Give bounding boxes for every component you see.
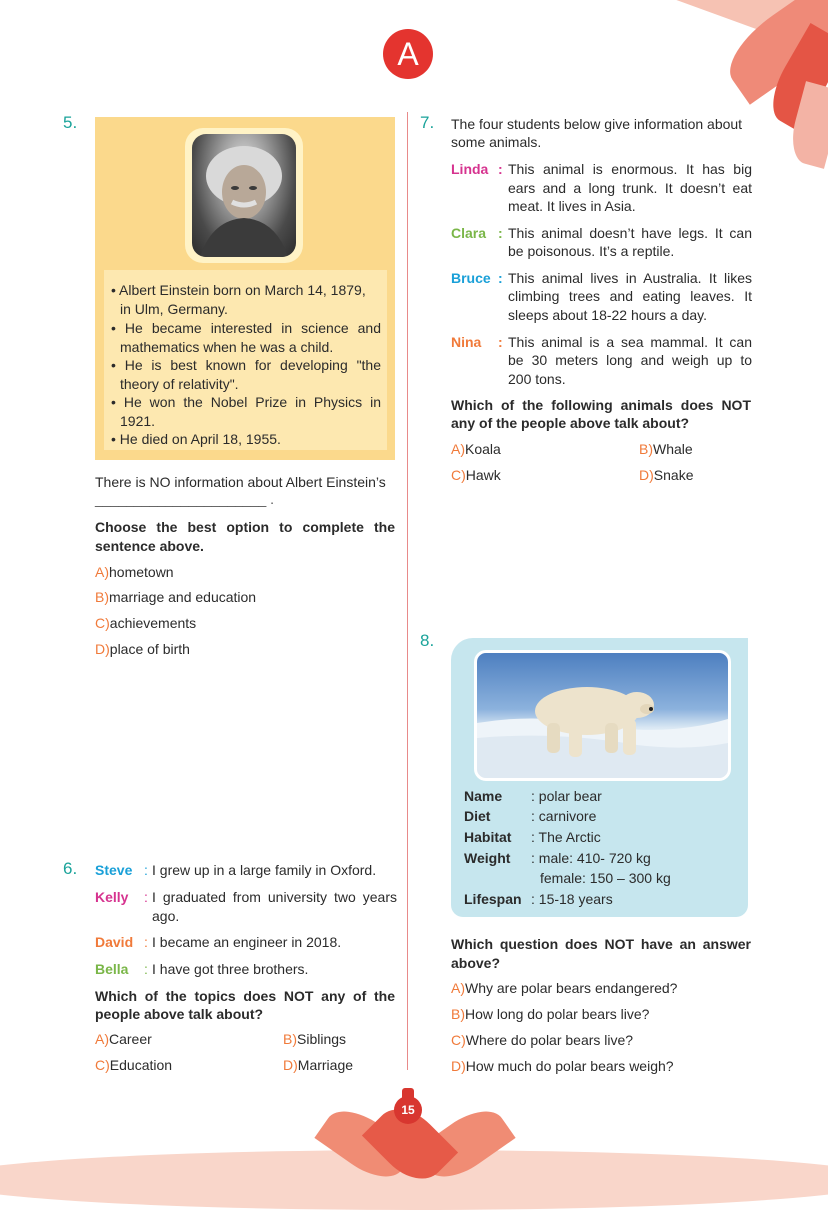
question-prompt: Which question does NOT have an answer — [451, 936, 751, 952]
separator: : — [498, 225, 503, 241]
option-b[interactable]: B)Whale — [639, 441, 693, 457]
question-prompt: above? — [451, 955, 501, 971]
fact-value-weight: : male: 410- 720 kg — [531, 850, 651, 866]
separator: : — [144, 862, 148, 878]
fact-value-weight-female: female: 150 – 300 kg — [540, 870, 671, 886]
option-c[interactable]: C)Where do polar bears live? — [451, 1032, 634, 1048]
fact-line: theory of relativity". — [120, 376, 239, 392]
statement: sleeps about 18-22 hours a day. — [508, 307, 707, 323]
fact-line: • He died on April 18, 1955. — [111, 431, 281, 447]
speaker-clara: Clara — [451, 225, 487, 241]
option-d[interactable]: D)Snake — [639, 467, 694, 483]
fact-label-weight: Weight — [464, 850, 511, 866]
question-intro: some animals. — [451, 134, 542, 150]
fact-line: • He became interested in science and — [111, 320, 381, 336]
statement: be 30 meters long and weigh up to — [508, 352, 752, 368]
speaker-kelly: Kelly — [95, 889, 129, 905]
question-prompt: Which of the following animals does NOT — [451, 397, 751, 413]
fact-line: 1921. — [120, 413, 156, 429]
statement: I have got three brothers. — [152, 961, 309, 977]
option-a[interactable]: A)Koala — [451, 441, 501, 457]
question-number-6: 6. — [63, 859, 78, 878]
statement: This animal is enormous. It has big — [508, 161, 752, 177]
option-b[interactable]: B)Siblings — [283, 1031, 347, 1047]
statement: be poisonous. It’s a reptile. — [508, 243, 675, 259]
separator: : — [144, 961, 148, 977]
separator: : — [498, 161, 503, 177]
question-prompt: any of the people above talk about? — [451, 415, 690, 431]
question-number-8: 8. — [420, 631, 435, 650]
option-b[interactable]: B)How long do polar bears live? — [451, 1006, 650, 1022]
statement: This animal is a sea mammal. It can — [508, 334, 752, 350]
einstein-portrait-image — [192, 134, 296, 257]
statement: ago. — [152, 908, 180, 924]
fact-line: • Albert Einstein born on March 14, 1879, — [111, 282, 366, 298]
separator: : — [498, 270, 503, 286]
statement: ears and a long trunk. It doesn’t eat — [508, 180, 752, 196]
question-stem: There is NO information about Albert Einstein’s — [95, 474, 386, 490]
option-c[interactable]: C)Hawk — [451, 467, 501, 483]
statement: This animal doesn’t have legs. It can — [508, 225, 752, 241]
statement: 200 tons. — [508, 371, 566, 387]
question-prompt: Choose the best option to complete the — [95, 519, 395, 535]
fact-line: • He is best known for developing "the — [111, 357, 381, 373]
statement: I became an engineer in 2018. — [152, 934, 342, 950]
section-badge: A — [383, 29, 433, 79]
fact-line: • He won the Nobel Prize in Physics in — [111, 394, 381, 410]
fact-label-name: Name — [464, 788, 503, 804]
question-prompt: people above talk about? — [95, 1006, 264, 1022]
speaker-david: David — [95, 934, 134, 950]
question-number-5: 5. — [63, 113, 78, 132]
option-d[interactable]: D)place of birth — [95, 641, 190, 657]
statement: climbing trees and eating leaves. It — [508, 288, 752, 304]
speaker-steve: Steve — [95, 862, 133, 878]
fact-label-habitat: Habitat — [464, 829, 512, 845]
speaker-bruce: Bruce — [451, 270, 491, 286]
question-prompt: sentence above. — [95, 538, 204, 554]
question-intro: The four students below give information about — [451, 116, 743, 132]
fact-line: mathematics when he was a child. — [120, 339, 334, 355]
fact-value-name: : polar bear — [531, 788, 602, 804]
polar-bear-image — [474, 650, 731, 781]
page-number: 15 — [394, 1096, 422, 1124]
separator: : — [144, 889, 148, 905]
statement: meat. It lives in Asia. — [508, 198, 636, 214]
fact-line: in Ulm, Germany. — [120, 301, 228, 317]
fact-value-diet: : carnivore — [531, 808, 597, 824]
option-a[interactable]: A)hometown — [95, 564, 174, 580]
separator: : — [498, 334, 503, 350]
fact-label-lifespan: Lifespan — [464, 891, 522, 907]
option-b[interactable]: B)marriage and education — [95, 589, 257, 605]
fact-label-diet: Diet — [464, 808, 491, 824]
bottom-decoration — [0, 1120, 828, 1171]
option-a[interactable]: A)Why are polar bears endangered? — [451, 980, 678, 996]
fact-value-lifespan: : 15-18 years — [531, 891, 613, 907]
separator: : — [144, 934, 148, 950]
statement: This animal lives in Australia. It likes — [508, 270, 752, 286]
pomegranate-crown-icon — [402, 1088, 414, 1098]
speaker-bella: Bella — [95, 961, 129, 977]
question-prompt: Which of the topics does NOT any of the — [95, 988, 395, 1004]
column-divider — [407, 112, 408, 1070]
answer-blank: ______________________ . — [95, 491, 275, 507]
fact-value-habitat: : The Arctic — [531, 829, 601, 845]
statement: I graduated from university two years — [152, 889, 397, 905]
option-d[interactable]: D)Marriage — [283, 1057, 354, 1073]
option-a[interactable]: A)Career — [95, 1031, 152, 1047]
speaker-linda: Linda — [451, 161, 489, 177]
option-c[interactable]: C)achievements — [95, 615, 197, 631]
option-d[interactable]: D)How much do polar bears weigh? — [451, 1058, 674, 1074]
option-c[interactable]: C)Education — [95, 1057, 173, 1073]
question-number-7: 7. — [420, 113, 435, 132]
statement: I grew up in a large family in Oxford. — [152, 862, 377, 878]
speaker-nina: Nina — [451, 334, 482, 350]
